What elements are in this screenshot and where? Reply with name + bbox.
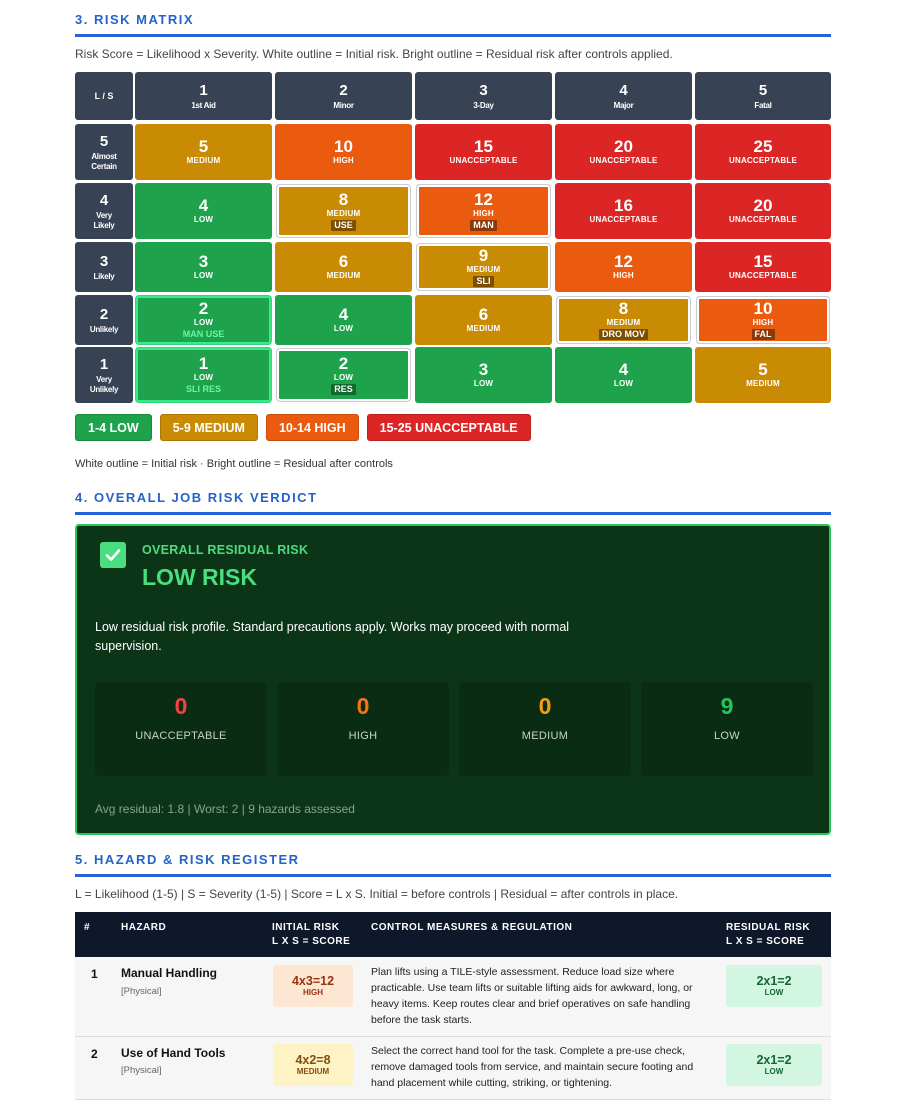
- matrix-cell-initial: [277, 185, 410, 237]
- residual-risk-badge: [726, 965, 822, 1007]
- cell-level: LOW: [193, 373, 214, 382]
- likelihood-header-2: [75, 295, 133, 345]
- matrix-cell: [275, 124, 412, 180]
- likelihood-label: Very: [96, 374, 112, 384]
- matrix-cell: [135, 242, 272, 292]
- severity-num: 2: [339, 81, 348, 99]
- likelihood-label: Unlikely: [89, 384, 119, 394]
- stat-value: 9: [720, 693, 734, 719]
- severity-header-3: [415, 72, 552, 120]
- legend-medium: 5-9 MEDIUM: [160, 414, 258, 441]
- matrix-cell-initial: [557, 297, 690, 343]
- severity-label: Minor: [333, 100, 354, 110]
- cell-score: 16: [614, 196, 633, 215]
- matrix-cell: [275, 242, 412, 292]
- stat-medium: [459, 682, 631, 776]
- residual-risk-formula: 2x1=2: [756, 1053, 792, 1067]
- hazard-name: Manual Handling: [121, 966, 217, 980]
- legend-unacceptable: 15-25 UNACCEPTABLE: [367, 414, 531, 441]
- risk-matrix-description: Risk Score = Likelihood x Severity. White outline = Initial risk. Bright outline = Residual risk after controls applied.: [75, 47, 673, 61]
- cell-score: 5: [758, 360, 768, 379]
- cell-level: MEDIUM: [746, 379, 780, 388]
- matrix-cell: [415, 124, 552, 180]
- register-description: L = Likelihood (1-5) | S = Severity (1-5) | Score = L x S. Initial = before controls | Residual = after controls in place.: [75, 887, 679, 901]
- cell-level: MEDIUM: [326, 209, 361, 218]
- cell-level: UNACCEPTABLE: [449, 156, 518, 165]
- stat-label: LOW: [714, 730, 740, 742]
- col-controls: CONTROL MEASURES & REGULATION: [371, 922, 573, 933]
- matrix-cell: [415, 295, 552, 345]
- cell-hazard-tag: FAL: [752, 329, 775, 340]
- initial-risk-level: MEDIUM: [296, 1067, 330, 1076]
- severity-num: 3: [479, 81, 488, 99]
- hazard-category: [Physical]: [121, 1065, 162, 1076]
- register-header: [75, 912, 831, 957]
- cell-level: HIGH: [333, 156, 354, 165]
- row-number: 1: [91, 967, 98, 981]
- severity-header-1: [135, 72, 272, 120]
- cell-level: LOW: [193, 215, 214, 224]
- severity-header-2: [275, 72, 412, 120]
- cell-score: 4: [338, 305, 349, 324]
- stat-low: [641, 682, 813, 776]
- section-title-risk-matrix: 3. RISK MATRIX: [75, 12, 831, 37]
- verdict-description: Low residual risk profile. Standard precautions apply. Works may proceed with normal supervision.: [95, 620, 570, 653]
- stat-value: 0: [174, 693, 188, 719]
- cell-score: 6: [338, 252, 349, 271]
- hazard-name: Use of Hand Tools: [121, 1046, 226, 1060]
- cell-hazard-tag: MAN USE: [182, 329, 225, 339]
- col-residual: [726, 921, 810, 949]
- cell-score: 12: [474, 190, 493, 209]
- matrix-cell: [135, 183, 272, 239]
- cell-score: 9: [478, 246, 489, 265]
- stat-high: [277, 682, 449, 776]
- legend-note: White outline = Initial risk · Bright outline = Residual after controls: [75, 458, 393, 470]
- cell-score: 15: [474, 137, 493, 156]
- cell-level: MEDIUM: [466, 324, 501, 333]
- matrix-cell: [695, 347, 831, 403]
- likelihood-num: 1: [99, 355, 109, 373]
- initial-risk-badge: [273, 1044, 353, 1086]
- risk-legend: [75, 414, 531, 441]
- matrix-cell-initial: [417, 185, 550, 237]
- risk-matrix: [75, 72, 831, 403]
- cell-score: 5: [198, 137, 209, 156]
- matrix-cell: [555, 242, 692, 292]
- col-hazard: HAZARD: [121, 922, 167, 933]
- cell-score: 15: [753, 252, 773, 271]
- cell-score: 10: [753, 299, 773, 318]
- control-measures: Select the correct hand tool for the task. Complete a pre-use check, remove damaged tools from service, and maintain secure footing and hand placement while cutting, striking, or tightening.: [371, 1045, 694, 1089]
- matrix-cell-residual: [136, 296, 271, 344]
- severity-num: 4: [619, 81, 628, 99]
- matrix-cell: [695, 242, 831, 292]
- cell-score: 20: [614, 137, 633, 156]
- residual-risk-formula: 2x1=2: [756, 974, 792, 988]
- cell-score: 6: [478, 305, 489, 324]
- cell-level: LOW: [613, 379, 634, 388]
- cell-score: 4: [618, 360, 629, 379]
- col-initial-sub: L X S = SCORE: [272, 936, 351, 947]
- matrix-cell: [695, 183, 831, 239]
- verdict-summary: Avg residual: 1.8 | Worst: 2 | 9 hazards assessed: [95, 802, 355, 816]
- cell-score: 25: [753, 137, 773, 156]
- table-row: [75, 957, 831, 1037]
- col-residual-sub: L X S = SCORE: [726, 936, 805, 947]
- matrix-cell-residual: [136, 348, 271, 402]
- cell-level: LOW: [193, 318, 214, 327]
- residual-risk-badge: [726, 1044, 822, 1086]
- cell-score: 3: [478, 360, 489, 379]
- hazard-category: [Physical]: [121, 986, 162, 997]
- cell-level: MEDIUM: [186, 156, 221, 165]
- matrix-cell: [275, 295, 412, 345]
- likelihood-num: 2: [99, 305, 109, 323]
- likelihood-label: Very: [96, 210, 112, 220]
- cell-level: HIGH: [473, 209, 494, 218]
- cell-score: 2: [198, 299, 209, 318]
- cell-score: 12: [614, 252, 633, 271]
- cell-score: 4: [198, 196, 209, 215]
- legend-high: 10-14 HIGH: [266, 414, 359, 441]
- likelihood-label: Certain: [91, 161, 117, 171]
- section-title-register: 5. HAZARD & RISK REGISTER: [75, 852, 831, 877]
- cell-score: 8: [618, 299, 629, 318]
- matrix-cell: [555, 347, 692, 403]
- verdict-stats: [95, 682, 813, 776]
- severity-label: Major: [613, 100, 634, 110]
- cell-hazard-tag: SLI RES: [185, 384, 221, 394]
- corner-label: L / S: [94, 91, 114, 101]
- likelihood-num: 3: [99, 252, 109, 270]
- control-measures: Plan lifts using a TILE-style assessment. Reduce load size where practicable. Use team lifts or suitable lifting aids for awkward, long, or heavy items. Keep routes clear and brief operatives on safe handling before the task starts.: [371, 966, 693, 1026]
- cell-level: LOW: [333, 373, 354, 382]
- likelihood-header-4: [75, 183, 133, 239]
- severity-num: 1: [199, 81, 208, 99]
- stat-label: MEDIUM: [521, 730, 569, 742]
- likelihood-header-1: [75, 347, 133, 403]
- cell-score: 20: [753, 196, 773, 215]
- cell-level: MEDIUM: [326, 271, 361, 280]
- likelihood-label: Unlikely: [89, 324, 119, 334]
- severity-header-4: [555, 72, 692, 120]
- residual-risk-level: LOW: [764, 1067, 784, 1076]
- verdict-eyebrow: OVERALL RESIDUAL RISK: [142, 543, 309, 557]
- cell-score: 2: [338, 354, 349, 373]
- matrix-cell: [135, 124, 272, 180]
- likelihood-num: 4: [99, 191, 109, 209]
- cell-level: MEDIUM: [606, 318, 641, 327]
- matrix-cell-initial: [417, 244, 550, 290]
- likelihood-header-3: [75, 242, 133, 292]
- cell-score: 10: [334, 137, 353, 156]
- cell-score: 8: [338, 190, 349, 209]
- stat-unacceptable: [95, 682, 267, 776]
- cell-level: UNACCEPTABLE: [728, 271, 798, 280]
- cell-level: UNACCEPTABLE: [589, 156, 658, 165]
- initial-risk-level: HIGH: [303, 988, 323, 997]
- cell-score: 1: [198, 354, 209, 373]
- stat-value: 0: [356, 693, 370, 719]
- stat-label: HIGH: [348, 730, 378, 742]
- initial-risk-formula: 4x3=12: [291, 974, 335, 988]
- severity-label: 1st Aid: [191, 100, 216, 110]
- matrix-corner: [75, 72, 133, 120]
- cell-level: MEDIUM: [466, 265, 501, 274]
- verdict-title: LOW RISK: [142, 564, 257, 590]
- severity-num: 5: [758, 81, 768, 99]
- col-residual-label: RESIDUAL RISK: [726, 922, 811, 933]
- cell-hazard-tag: MAN: [470, 220, 497, 231]
- likelihood-header-5: [75, 124, 133, 180]
- table-row: [75, 1037, 831, 1100]
- stat-label: UNACCEPTABLE: [135, 730, 227, 742]
- cell-level: LOW: [333, 324, 354, 333]
- likelihood-num: 5: [99, 132, 109, 150]
- matrix-cell: [555, 183, 692, 239]
- matrix-cell: [555, 124, 692, 180]
- severity-label: Fatal: [754, 100, 772, 110]
- cell-hazard-tag: RES: [331, 384, 356, 395]
- cell-level: HIGH: [752, 318, 774, 327]
- cell-level: UNACCEPTABLE: [728, 156, 798, 165]
- legend-low: 1-4 LOW: [75, 414, 152, 441]
- verdict-panel: [75, 524, 831, 835]
- cell-level: UNACCEPTABLE: [728, 215, 798, 224]
- likelihood-label: Likely: [93, 220, 115, 230]
- severity-label: 3-Day: [473, 100, 494, 110]
- initial-risk-badge: [273, 965, 353, 1007]
- col-initial-label: INITIAL RISK: [272, 922, 340, 933]
- section-title-verdict: 4. OVERALL JOB RISK VERDICT: [75, 490, 831, 515]
- matrix-cell-initial: [277, 349, 410, 401]
- likelihood-label: Likely: [93, 271, 115, 281]
- col-num: #: [84, 922, 91, 933]
- cell-score: 3: [198, 252, 209, 271]
- initial-risk-formula: 4x2=8: [295, 1053, 331, 1067]
- cell-level: LOW: [193, 271, 214, 280]
- cell-level: LOW: [473, 379, 494, 388]
- matrix-cell: [695, 124, 831, 180]
- row-number: 2: [91, 1047, 98, 1061]
- cell-level: HIGH: [613, 271, 634, 280]
- check-icon: [100, 542, 126, 568]
- residual-risk-level: LOW: [764, 988, 784, 997]
- matrix-cell: [415, 347, 552, 403]
- matrix-cell-initial: [697, 297, 829, 343]
- severity-header-5: [695, 72, 831, 120]
- likelihood-label: Almost: [91, 151, 117, 161]
- cell-hazard-tag: SLI: [473, 276, 493, 287]
- cell-level: UNACCEPTABLE: [589, 215, 658, 224]
- cell-hazard-tag: DRO MOV: [599, 329, 648, 340]
- col-initial: [272, 921, 350, 949]
- cell-hazard-tag: USE: [331, 220, 356, 231]
- stat-value: 0: [538, 693, 552, 719]
